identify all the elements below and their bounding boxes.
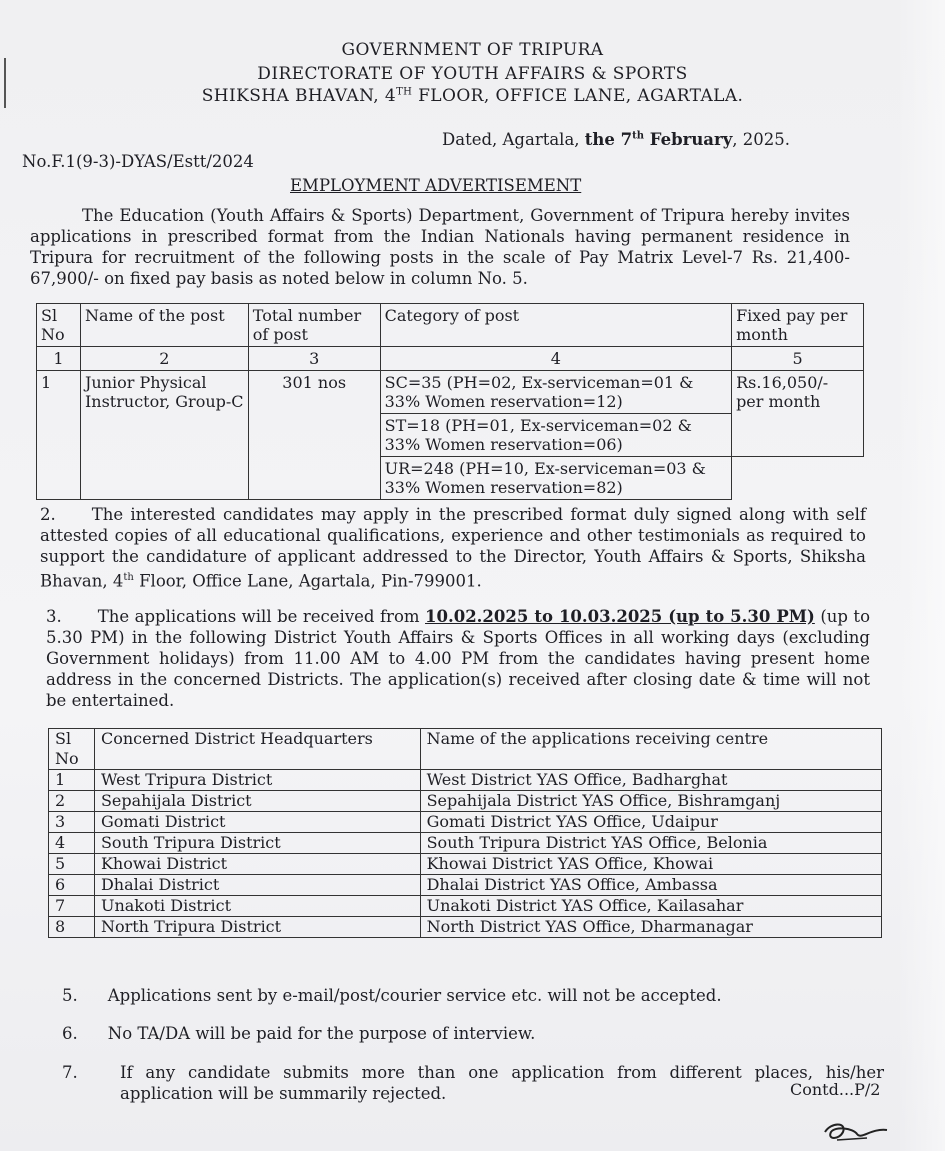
post-total: 301 nos	[248, 371, 380, 500]
column-number: 2	[80, 347, 248, 371]
row-centre: West District YAS Office, Badharghat	[420, 770, 881, 791]
paragraph-2: 2. The interested candidates may apply in the prescribed format duly signed along with self attested copies of all educational qualifications, experience and other testimonials as required to support the candidature of applicant addressed to the Director, Youth Affairs & Sports, Shiksha Bhavan, 4th Floor, Office Lane, Agartala, Pin-799001.	[40, 505, 866, 591]
header-cell: Total number of post	[248, 304, 380, 347]
row-sl: 7	[49, 896, 95, 917]
paragraph-6: 6. No TA/DA will be paid for the purpose of interview.	[62, 1024, 536, 1043]
row-district: Unakoti District	[94, 896, 420, 917]
row-district: North Tripura District	[94, 917, 420, 938]
category-st: ST=18 (PH=01, Ex-serviceman=02 & 33% Women reservation=06)	[380, 414, 731, 457]
row-centre: South Tripura District YAS Office, Belonia	[420, 833, 881, 854]
post-name: Junior Physical Instructor, Group-C	[80, 371, 248, 500]
post-table	[36, 303, 864, 500]
header-line-2: DIRECTORATE OF YOUTH AFFAIRS & SPORTS	[257, 64, 688, 84]
table-row	[49, 896, 882, 917]
row-sl: 4	[49, 833, 95, 854]
table-row	[49, 812, 882, 833]
district-table	[48, 728, 882, 938]
row-centre: Dhalai District YAS Office, Ambassa	[420, 875, 881, 896]
intro-paragraph: The Education (Youth Affairs & Sports) Department, Government of Tripura hereby invites applications in prescribed format from the Indian Nationals having permanent residence in Tripura for recruitment of the following posts in the scale of Pay Matrix Level-7 Rs. 21,400-67,900/- on fixed pay basis as noted below in column No. 5.	[30, 206, 850, 288]
table-row	[49, 875, 882, 896]
row-district: West Tripura District	[94, 770, 420, 791]
column-number: 5	[732, 347, 864, 371]
header-line-1: GOVERNMENT OF TRIPURA	[341, 40, 604, 60]
column-number-row	[37, 347, 864, 371]
row-sl: 5	[49, 854, 95, 875]
post-row	[37, 371, 864, 414]
header-cell: Name of the post	[80, 304, 248, 347]
table-row	[49, 854, 882, 875]
continued-note: Contd...P/2	[790, 1080, 881, 1099]
category-sc: SC=35 (PH=02, Ex-serviceman=01 & 33% Women reservation=12)	[380, 371, 731, 414]
row-district: Sepahijala District	[94, 791, 420, 812]
post-pay: Rs.16,050/- per month	[732, 371, 864, 457]
row-sl: 1	[49, 770, 95, 791]
row-sl: 2	[49, 791, 95, 812]
row-centre: Sepahijala District YAS Office, Bishramganj	[420, 791, 881, 812]
header-cell: Fixed pay per month	[732, 304, 864, 347]
row-sl: 6	[49, 875, 95, 896]
table-row	[49, 791, 882, 812]
district-table-header	[49, 729, 882, 770]
column-number: 4	[380, 347, 731, 371]
row-centre: Unakoti District YAS Office, Kailasahar	[420, 896, 881, 917]
header-cell: Name of the applications receiving centre	[420, 729, 881, 770]
paragraph-5: 5. Applications sent by e-mail/post/courier service etc. will not be accepted.	[62, 986, 722, 1005]
header-cell: Sl No	[37, 304, 81, 347]
row-district: Dhalai District	[94, 875, 420, 896]
document-title: EMPLOYMENT ADVERTISEMENT	[290, 176, 582, 195]
row-sl: 3	[49, 812, 95, 833]
row-centre: Khowai District YAS Office, Khowai	[420, 854, 881, 875]
signature-icon	[817, 1118, 897, 1146]
application-dates: 10.02.2025 to 10.03.2025 (up to 5.30 PM)	[425, 607, 815, 626]
table-row	[49, 770, 882, 791]
header-cell: Concerned District Headquarters	[94, 729, 420, 770]
header-cell: Sl No	[49, 729, 95, 770]
row-centre: Gomati District YAS Office, Udaipur	[420, 812, 881, 833]
header-cell: Category of post	[380, 304, 731, 347]
row-district: South Tripura District	[94, 833, 420, 854]
reference-number: No.F.1(9-3)-DYAS/Estt/2024	[22, 152, 254, 171]
table-row	[49, 833, 882, 854]
category-ur: UR=248 (PH=10, Ex-serviceman=03 & 33% Women reservation=82)	[380, 457, 731, 500]
row-district: Gomati District	[94, 812, 420, 833]
paragraph-3: 3. The applications will be received from 10.02.2025 to 10.03.2025 (up to 5.30 PM) (up to 5.30 PM) in the following District Youth Affairs & Sports Offices in all working days (excluding Government holidays) from 11.00 AM to 4.00 PM from the candidates having present home address in the concerned Districts. The application(s) received after closing date & time will not be entertained.	[46, 607, 870, 710]
paragraph-7: 7. If any candidate submits more than one application from different places, his/her application will be summarily rejected.	[62, 1063, 884, 1103]
row-district: Khowai District	[94, 854, 420, 875]
table-row	[49, 917, 882, 938]
post-table-header	[37, 304, 864, 347]
column-number: 1	[37, 347, 81, 371]
empty-cell	[732, 457, 864, 500]
column-number: 3	[248, 347, 380, 371]
row-centre: North District YAS Office, Dharmanagar	[420, 917, 881, 938]
post-sl: 1	[37, 371, 81, 500]
row-sl: 8	[49, 917, 95, 938]
date-line: Dated, Agartala, the 7th February, 2025.	[442, 130, 791, 149]
header-line-3: SHIKSHA BHAVAN, 4TH FLOOR, OFFICE LANE, AGARTALA.	[201, 86, 744, 106]
